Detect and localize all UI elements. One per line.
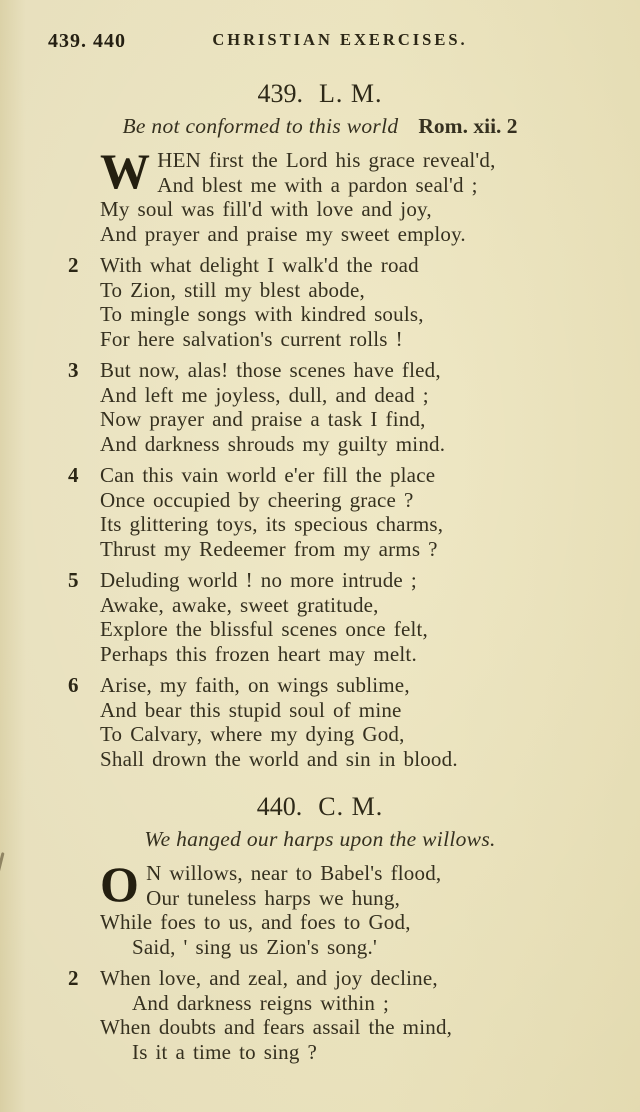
- stanza-number: 5: [68, 568, 79, 592]
- verse-line: With what delight I walk'd the road: [100, 253, 419, 277]
- verse-line: But now, alas! those scenes have fled,: [100, 358, 441, 382]
- verse-line: O N willows, near to Babel's flood,: [100, 856, 442, 912]
- verse-line: And darkness reigns within ;: [132, 990, 390, 1015]
- hymn-meter: C. M.: [318, 792, 384, 821]
- stanza: [68, 673, 600, 771]
- stanza-number: 2: [68, 966, 79, 990]
- verse-line: Can this vain world e'er fill the place: [100, 463, 436, 487]
- hymn-heading: [40, 80, 600, 108]
- hymn-subtitle: [40, 826, 600, 852]
- stanza-number: 6: [68, 673, 79, 697]
- hymn-subtitle-text: We hanged our harps upon the willows.: [144, 827, 496, 851]
- verse-line: For here salvation's current rolls !: [100, 326, 403, 351]
- verse-line: And left me joyless, dull, and dead ;: [100, 382, 429, 407]
- dropcap-letter: W: [100, 143, 151, 199]
- verse-line: To Zion, still my blest abode,: [100, 277, 365, 302]
- hymns-container: [40, 58, 600, 1071]
- stanza-number: 2: [68, 253, 79, 277]
- running-title: CHRISTIAN EXERCISES.: [212, 30, 468, 49]
- stanza: [68, 463, 600, 561]
- stanza: [100, 856, 600, 959]
- hymn: [40, 793, 600, 1064]
- dropcap-letter: O: [100, 856, 140, 912]
- verse-line: Awake, awake, sweet gratitude,: [100, 592, 379, 617]
- verse-line: When doubts and fears assail the mind,: [100, 1015, 453, 1039]
- verse-line: My soul was fill'd with love and joy,: [100, 197, 432, 221]
- verse-line: Its glittering toys, its specious charms,: [100, 512, 444, 536]
- page-edge-mark: [0, 852, 5, 882]
- stanza-number: 3: [68, 358, 79, 382]
- page-numbers: 439. 440: [48, 30, 126, 52]
- stanza: [100, 143, 600, 246]
- verse-line: Once occupied by cheering grace ?: [100, 487, 414, 512]
- verse-line: Thrust my Redeemer from my arms ?: [100, 536, 438, 561]
- verse-line: Deluding world ! no more intrude ;: [100, 568, 417, 592]
- verse-line: To Calvary, where my dying God,: [100, 722, 405, 746]
- stanza-number: 4: [68, 463, 79, 487]
- verse-line: Explore the blissful scenes once felt,: [100, 617, 429, 641]
- verse-line: When love, and zeal, and joy decline,: [100, 966, 438, 990]
- hymn-number: 440.: [256, 792, 303, 821]
- verse-line: While foes to us, and foes to God,: [100, 910, 411, 934]
- stanza: [68, 253, 600, 351]
- verse-line: Our tuneless harps we hung,: [146, 885, 401, 910]
- verse-line: WHEN first the Lord his grace reveal'd,: [100, 143, 496, 199]
- verse-line: Perhaps this frozen heart may melt.: [100, 641, 417, 666]
- stanza: [68, 568, 600, 666]
- verse-line: And darkness shrouds my guilty mind.: [100, 431, 446, 456]
- verse-line: Shall drown the world and sin in blood.: [100, 746, 458, 771]
- stanza-list: [68, 856, 600, 1064]
- verse-line: To mingle songs with kindred souls,: [100, 302, 424, 326]
- stanza: [68, 966, 600, 1064]
- hymn-meter: L. M.: [319, 79, 383, 108]
- verse-line: Is it a time to sing ?: [132, 1039, 318, 1064]
- running-header: [0, 30, 640, 56]
- verse-line: And prayer and praise my sweet employ.: [100, 221, 466, 246]
- hymn-subtitle: [40, 113, 600, 139]
- stanza-list: [68, 143, 600, 771]
- hymn-heading: [40, 793, 600, 821]
- scripture-reference: Rom. xii. 2: [418, 114, 518, 138]
- verse-line: And bear this stupid soul of mine: [100, 697, 402, 722]
- verse-line: Now prayer and praise a task I find,: [100, 407, 426, 431]
- hymn: [40, 80, 600, 771]
- verse-line: Said, ' sing us Zion's song.': [132, 934, 377, 959]
- stanza: [68, 358, 600, 456]
- hymn-number: 439.: [257, 79, 303, 108]
- hymn-subtitle-text: Be not conformed to this world: [122, 114, 399, 138]
- verse-line: Arise, my faith, on wings sublime,: [100, 673, 410, 697]
- verse-line: And blest me with a pardon seal'd ;: [157, 172, 478, 197]
